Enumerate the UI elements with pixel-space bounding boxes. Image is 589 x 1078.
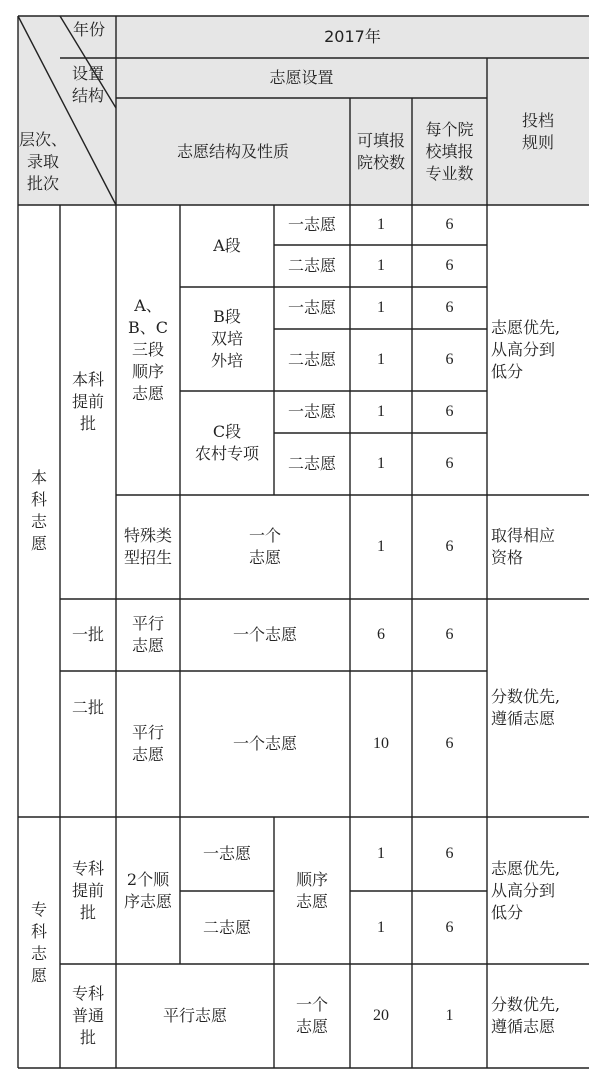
choice-b1: 一志愿 <box>287 298 336 317</box>
struct-yi-px: 平行 志愿 <box>131 614 164 655</box>
count-b1-schools: 1 <box>377 299 385 316</box>
struct-c: C段 农村专项 <box>194 422 259 463</box>
struct-a: A段 <box>213 236 241 255</box>
struct-yi-one: 一个志愿 <box>232 625 297 644</box>
struct-er-one: 一个志愿 <box>232 734 297 753</box>
batch-zk-tq: 专科 提前 批 <box>71 858 104 922</box>
struct-zk-first: 一志愿 <box>202 844 251 863</box>
struct-zk-second: 二志愿 <box>202 917 251 937</box>
count-zk2-schools: 1 <box>377 918 385 936</box>
struct-zk-order: 2个顺 序志愿 <box>123 869 172 911</box>
count-yi-schools: 6 <box>377 626 385 643</box>
batch-yi: 一批 <box>71 625 104 644</box>
rule-2: 取得相应 资格 <box>491 526 556 567</box>
count-c2-majors: 6 <box>445 455 454 472</box>
struct-special: 特殊类 型招生 <box>123 526 172 567</box>
count-special-majors: 6 <box>445 538 454 555</box>
count-zkpt-schools: 20 <box>373 1007 389 1024</box>
count-er-majors: 6 <box>445 735 454 752</box>
count-a1-schools: 1 <box>377 216 385 233</box>
struct-special-one: 一个 志愿 <box>248 526 281 567</box>
year-label: 年份 <box>72 20 105 39</box>
choice-b2: 二志愿 <box>287 350 336 369</box>
choice-c2: 二志愿 <box>287 454 336 473</box>
rule-3: 分数优先, 遵循志愿 <box>491 687 561 728</box>
section-bk: 本 科 志 愿 <box>30 468 47 553</box>
count-c2-schools: 1 <box>377 455 385 472</box>
count-a1-majors: 6 <box>445 216 454 233</box>
struct-zk-seq: 顺序 志愿 <box>295 869 328 911</box>
count-b1-majors: 6 <box>445 299 454 316</box>
choice-a2: 二志愿 <box>287 256 336 275</box>
count-zk1-schools: 1 <box>377 845 385 862</box>
rule-1: 志愿优先, 从高分到 低分 <box>491 318 561 381</box>
count-a2-majors: 6 <box>445 257 454 274</box>
settings-header: 志愿设置 <box>269 68 334 87</box>
choice-c1: 一志愿 <box>287 402 336 421</box>
count-a2-schools: 1 <box>377 257 385 274</box>
count-special-schools: 1 <box>377 538 385 555</box>
count-zk1-majors: 6 <box>445 845 454 862</box>
struct-zk-px: 平行志愿 <box>162 1006 227 1025</box>
level-label: 层次、 录取 批次 <box>18 130 67 193</box>
rule-header: 投档 规则 <box>521 110 554 152</box>
count-b2-schools: 1 <box>377 351 385 368</box>
count-c1-schools: 1 <box>377 403 385 420</box>
struct-b: B段 双培 外培 <box>210 307 243 370</box>
rule-5: 分数优先, 遵循志愿 <box>491 995 561 1036</box>
count-zkpt-majors: 1 <box>445 1007 454 1024</box>
rule-4: 志愿优先, 从高分到 低分 <box>491 858 561 922</box>
count-b2-majors: 6 <box>445 351 454 368</box>
nature-header: 志愿结构及性质 <box>176 141 289 161</box>
count-zk2-majors: 6 <box>445 918 454 936</box>
section-zk: 专 科 志 愿 <box>30 899 47 985</box>
count-er-schools: 10 <box>373 735 389 752</box>
batch-bk-tq: 本科 提前 批 <box>71 370 104 433</box>
year-value: 2017年 <box>324 27 381 46</box>
batch-er: 二批 <box>71 698 104 717</box>
struct-zk-one: 一个 志愿 <box>295 995 328 1036</box>
major-count-header: 每个院 校填报 专业数 <box>425 119 474 183</box>
count-yi-majors: 6 <box>445 626 454 643</box>
school-count-header: 可填报 院校数 <box>356 130 405 172</box>
batch-zk-pt: 专科 普通 批 <box>71 984 104 1047</box>
count-c1-majors: 6 <box>445 403 454 420</box>
choice-a1: 一志愿 <box>287 215 336 234</box>
struct-er-px: 平行 志愿 <box>131 723 164 764</box>
struct-label: 设置 结构 <box>71 64 104 105</box>
struct-abc: A、 B、C 三段 顺序 志愿 <box>127 296 168 403</box>
